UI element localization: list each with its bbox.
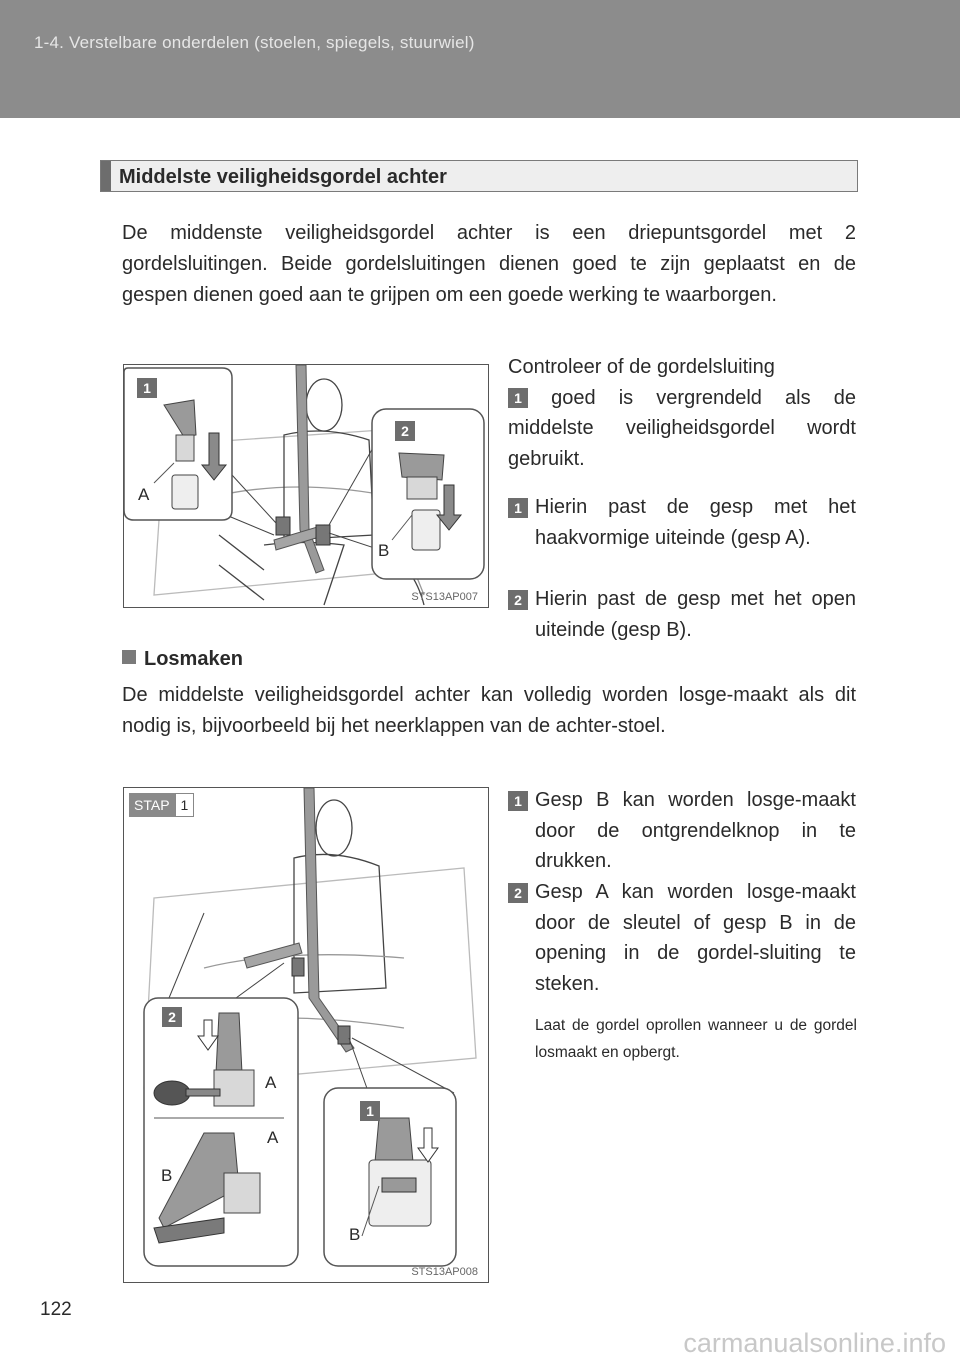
page-number: 122	[40, 1299, 72, 1320]
intro-paragraph: De middenste veiligheidsgordel achter is een driepuntsgordel met 2 gordelsluitingen. Beide gordelsluitingen dienen goed te zijn geplaatst en de gespen dienen goed aan te grijpen om een goede werking te waarborgen.	[122, 222, 856, 306]
subsection-title: Losmaken	[144, 648, 243, 670]
chapter-title: 1-4. Verstelbare onderdelen (stoelen, spiegels, stuurwiel)	[34, 33, 475, 52]
label-buckle-a: A	[267, 1128, 279, 1147]
list-item	[508, 584, 856, 645]
watermark: carmanualsonline.info	[683, 1328, 946, 1358]
check-paragraph	[508, 352, 856, 474]
figure-badge-1: 1	[360, 1101, 380, 1121]
check-badge: 1	[508, 388, 528, 408]
step-label: STAP	[129, 793, 175, 817]
item-text: Hierin past de gesp met het haakvormige uiteinde (gesp A).	[535, 496, 856, 549]
item-text: Hierin past de gesp met het open uiteinde (gesp B).	[535, 588, 856, 641]
figure-seatbelt-buckles	[123, 364, 489, 608]
item-number-badge: 1	[508, 498, 528, 518]
section-title: Middelste veiligheidsgordel achter	[119, 166, 447, 188]
item-text: Gesp A kan worden losge-maakt door de sleutel of gesp B in de opening in de gordel-sluiting te steken.	[535, 881, 856, 995]
seatbelt-illustration	[124, 365, 488, 607]
figure-code: STS13AP008	[411, 1266, 478, 1278]
note-text: Laat de gordel oprollen wanneer u de gordel losmaakt en opbergt.	[535, 1017, 857, 1061]
release-illustration	[124, 788, 488, 1282]
step-number: 1	[175, 793, 195, 817]
label-buckle-a: A	[265, 1073, 277, 1092]
header-band	[0, 0, 960, 118]
label-buckle-b: B	[349, 1225, 361, 1244]
figure-code: STS13AP007	[411, 591, 478, 603]
item-number-badge: 1	[508, 791, 528, 811]
item-text: Gesp B kan worden losge-maakt door de ontgrendelknop in te drukken.	[535, 789, 856, 872]
section-heading-bar	[101, 161, 111, 191]
label-buckle-b: B	[161, 1166, 173, 1185]
release-paragraph: De middelste veiligheidsgordel achter kan volledig worden losge-maakt als dit nodig is, bijvoorbeeld bij het neerklappen van de achter-stoel.	[122, 684, 856, 737]
square-bullet-icon	[122, 650, 136, 664]
item-number-badge: 2	[508, 590, 528, 610]
list-item	[508, 492, 856, 553]
figure-release-steps	[123, 787, 489, 1283]
item-number-badge: 2	[508, 883, 528, 903]
list-item	[508, 785, 856, 877]
check-text-before: Controleer of de gordelsluiting	[508, 356, 775, 378]
label-buckle-b: B	[378, 541, 390, 560]
subsection-heading	[122, 648, 243, 671]
figure-badge-1: 1	[137, 378, 157, 398]
check-text-after: goed is vergrendeld als de middelste veiligheidsgordel wordt gebruikt.	[508, 386, 856, 470]
figure-badge-2: 2	[395, 421, 415, 441]
step-indicator	[129, 793, 194, 817]
label-buckle-a: A	[138, 485, 150, 504]
figure-badge-2: 2	[162, 1007, 182, 1027]
list-item	[508, 877, 856, 999]
section-heading	[100, 160, 858, 192]
